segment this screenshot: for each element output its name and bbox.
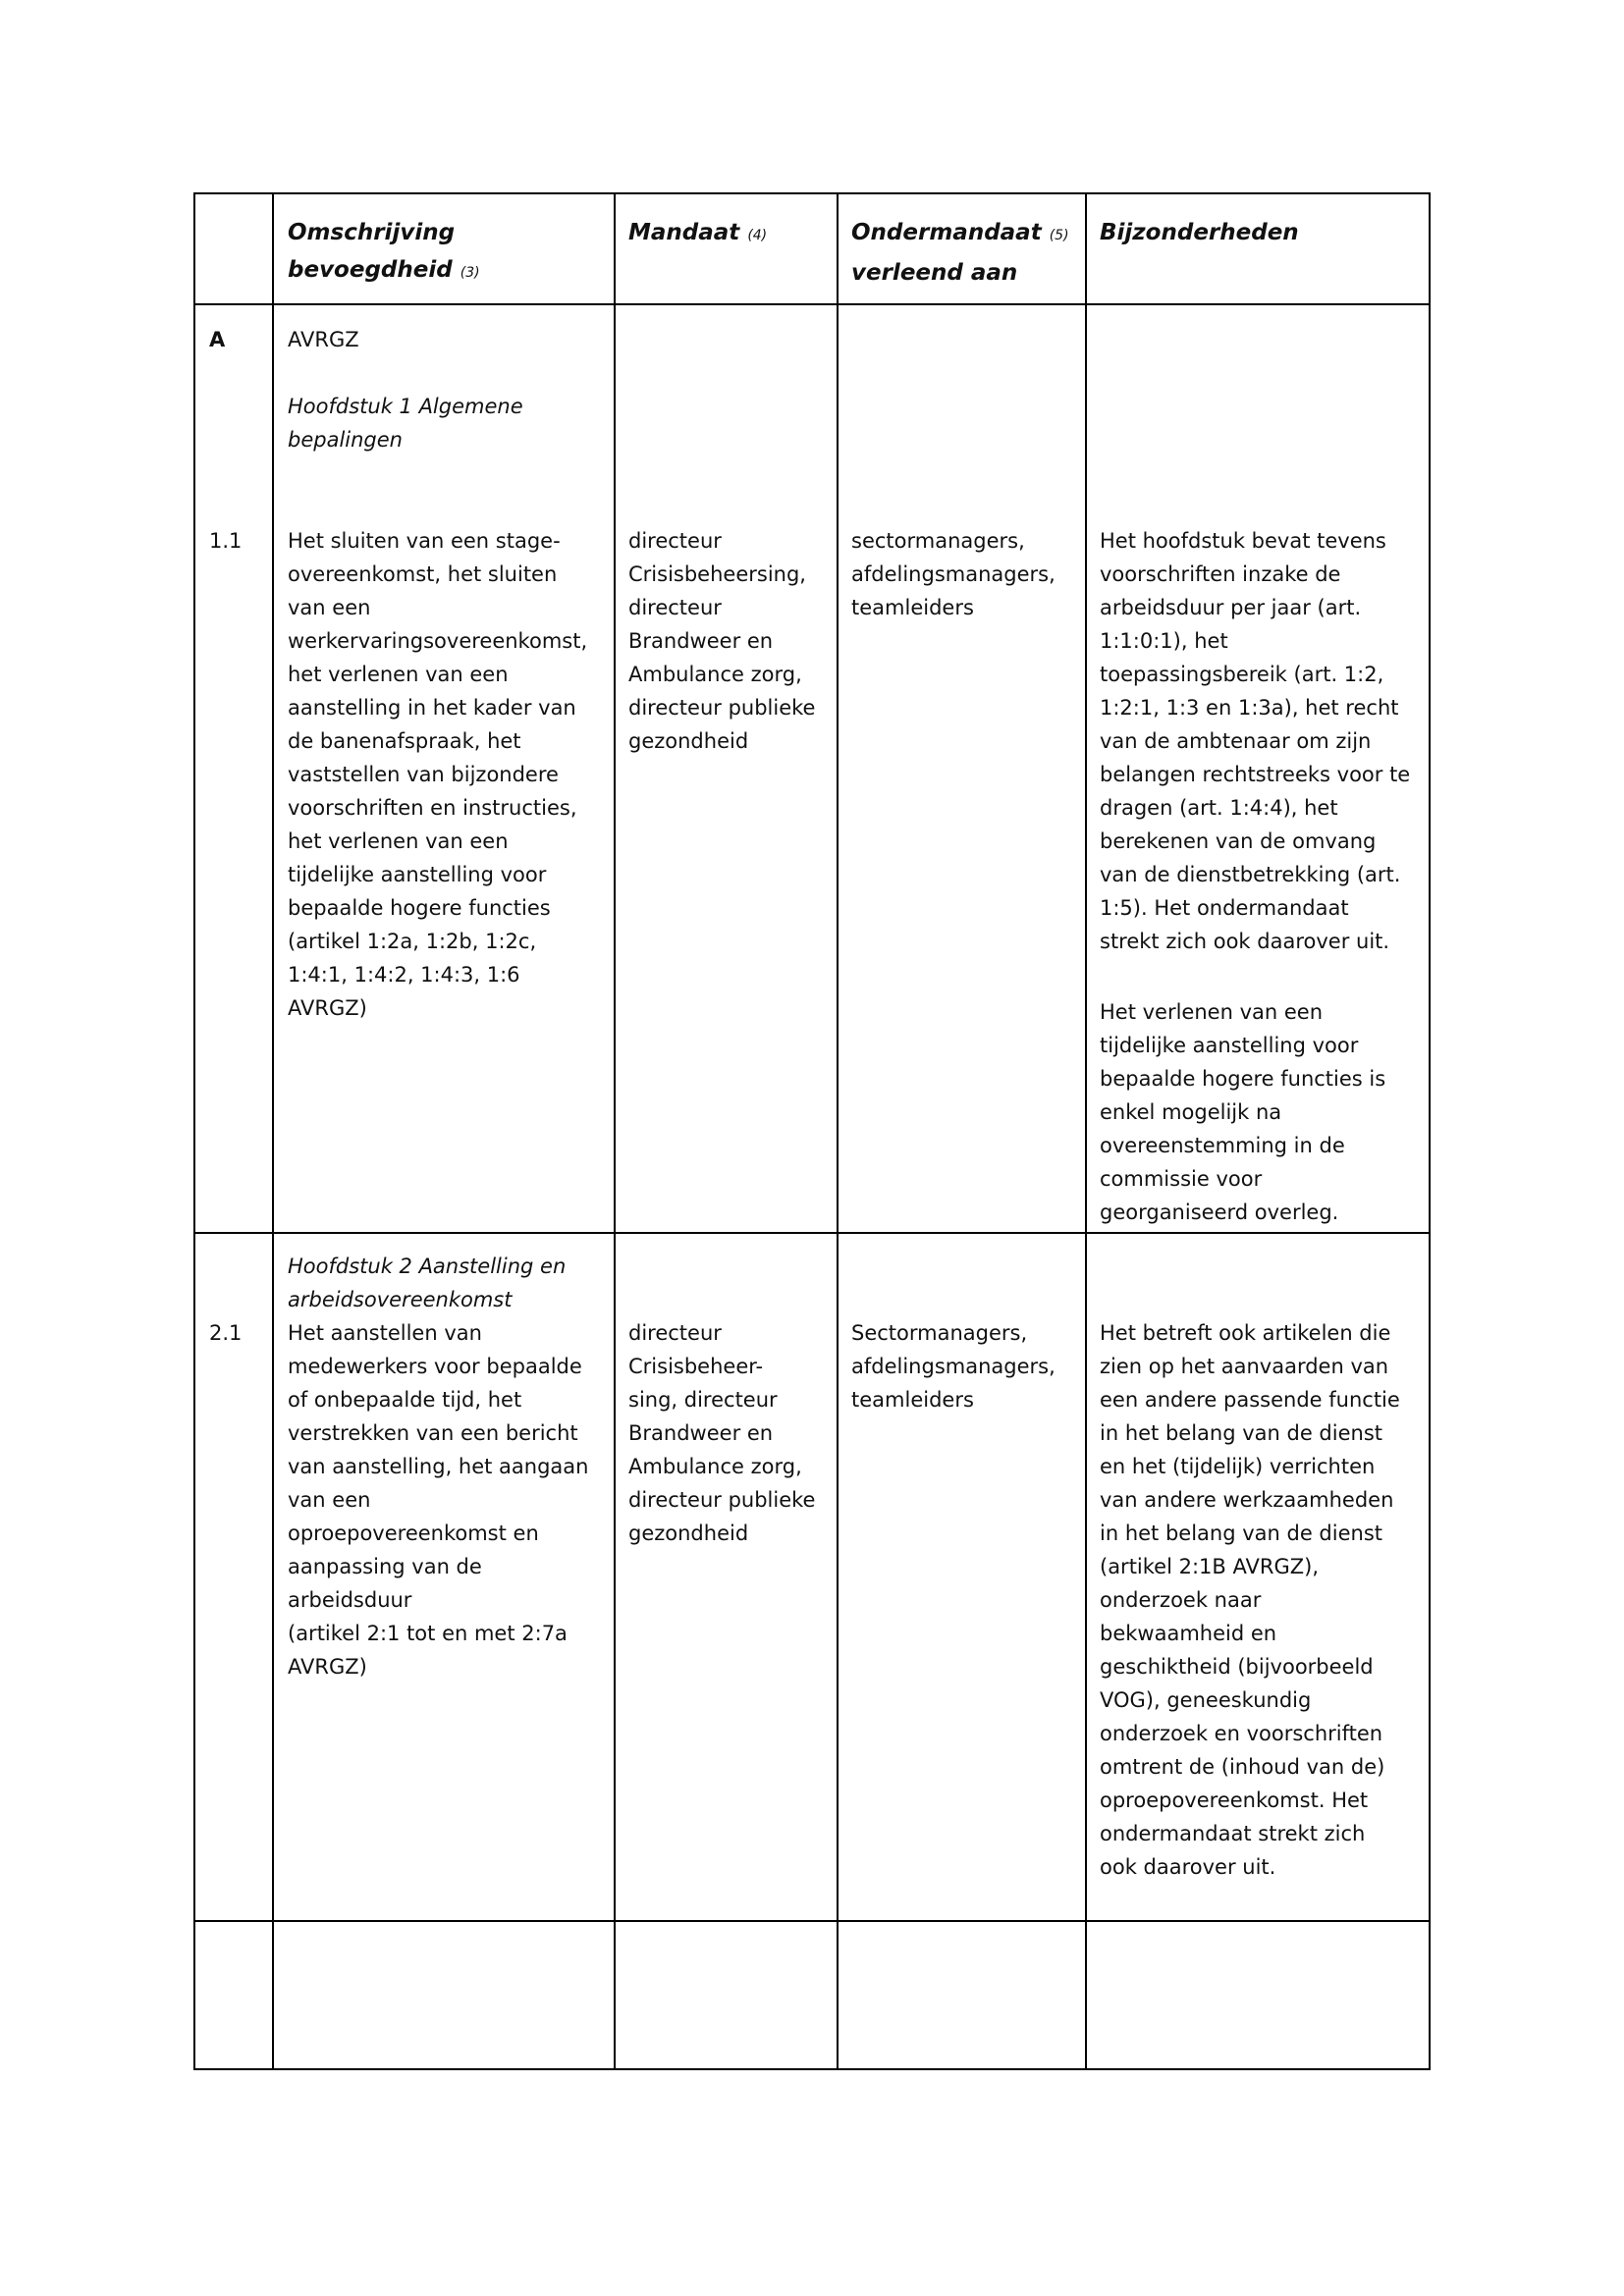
column-divider	[1085, 305, 1087, 1232]
ondermandaat-text: Sectormanagers, afdelingsmanagers, teamleiders	[851, 1321, 1056, 1412]
column-divider	[1085, 1922, 1087, 2070]
column-divider	[837, 305, 839, 1232]
chapter-heading: Hoofdstuk 2 Aanstelling en arbeidsovereenkomst	[288, 1255, 567, 1311]
table-row	[195, 1234, 1429, 1922]
column-divider	[272, 1922, 274, 2070]
header-bijzonderheden-title: Bijzonderheden	[1100, 220, 1299, 245]
section-letter: A	[209, 328, 226, 351]
column-divider	[614, 305, 616, 1232]
column-divider	[272, 194, 274, 303]
column-divider	[1085, 194, 1087, 303]
column-divider	[837, 1922, 839, 2070]
table-row	[195, 305, 1429, 1234]
mandate-table	[193, 192, 1431, 2070]
row-number: 1.1	[209, 529, 243, 553]
column-divider	[837, 194, 839, 303]
bijzonderheden-text-2: Het verlenen van een tijdelijke aanstelling voor bepaalde hogere functies is enkel mogelijk na overeenstemming in de commissie voor georganiseerd overleg.	[1100, 1000, 1386, 1224]
header-bijzonderheden	[1100, 214, 1424, 251]
column-divider	[837, 1234, 839, 1920]
bijzonderheden-text: Het hoofdstuk bevat tevens voorschriften inzake de arbeidsduur per jaar (art. 1:1:0:1), het toepassingsbereik (art. 1:2, 1:2:1, 1:3 en 1:3a), het recht van de ambtenaar om zijn belangen rechtstreeks voor te dragen (art. 1:4:4), het berekenen van de omvang van de dienstbetrekking (art. 1:5). Het ondermandaat strekt zich ook daarover uit.	[1100, 529, 1411, 953]
header-ondermandaat	[851, 214, 1077, 292]
column-divider	[614, 1234, 616, 1920]
chapter-heading: Hoofdstuk 1 Algemene bepalingen	[288, 395, 523, 452]
row-number: 2.1	[209, 1321, 243, 1345]
header-mandaat-title: Mandaat	[628, 220, 740, 245]
column-divider	[272, 1234, 274, 1920]
column-divider	[272, 305, 274, 1232]
header-omschrijving-note: (3)	[460, 265, 480, 281]
mandaat-text: directeur Crisisbeheersing, directeur Brandweer en Ambulance zorg, directeur publieke gezondheid	[628, 529, 816, 753]
header-ondermandaat-note: (5)	[1049, 228, 1069, 243]
omschrijving-text: Het aanstellen van medewerkers voor bepaalde of onbepaalde tijd, het verstrekken van een bericht van aanstelling, het aangaan van een oproepovereenkomst en aanpassing van de arbeidsduur (artikel 2:1 tot en met 2:7a AVRGZ)	[288, 1321, 589, 1679]
ondermandaat-text: sectormanagers, afdelingsmanagers, teamleiders	[851, 529, 1056, 619]
bijzonderheden-text: Het betreft ook artikelen die zien op het aanvaarden van een andere passende functie in het belang van de dienst en het (tijdelijk) verrichten van andere werkzaamheden in het belang van de dienst (artikel 2:1B AVRGZ), onderzoek naar bekwaamheid en geschiktheid (bijvoorbeeld VOG), geneeskundig onderzoek en voorschriften omtrent de (inhoud van de) oproepovereenkomst. Het ondermandaat strekt zich ook daarover uit.	[1100, 1321, 1400, 1879]
table-header-row	[195, 194, 1429, 305]
header-ondermandaat-sub: verleend aan	[851, 260, 1018, 286]
column-divider	[614, 194, 616, 303]
mandaat-text: directeur Crisisbeheer- sing, directeur Brandweer en Ambulance zorg, directeur publieke gezondheid	[628, 1321, 816, 1545]
column-divider	[1085, 1234, 1087, 1920]
header-mandaat-note: (4)	[747, 228, 768, 243]
header-ondermandaat-title: Ondermandaat	[851, 220, 1042, 245]
header-mandaat	[628, 214, 830, 254]
header-omschrijving-title: Omschrijving bevoegdheid	[288, 220, 456, 283]
header-omschrijving	[288, 214, 602, 292]
table-row-empty	[195, 1922, 1429, 2070]
omschrijving-text: Het sluiten van een stage- overeenkomst, het sluiten van een werkervaringsovereenkomst, het verlenen van een aanstelling in het kader van de banenafspraak, het vaststellen van bijzondere voorschriften en instructies, het verlenen van een tijdelijke aanstelling voor bepaalde hogere functies (artikel 1:2a, 1:2b, 1:2c, 1:4:1, 1:4:2, 1:4:3, 1:6 AVRGZ)	[288, 529, 588, 1020]
section-title: AVRGZ	[288, 328, 359, 351]
column-divider	[614, 1922, 616, 2070]
